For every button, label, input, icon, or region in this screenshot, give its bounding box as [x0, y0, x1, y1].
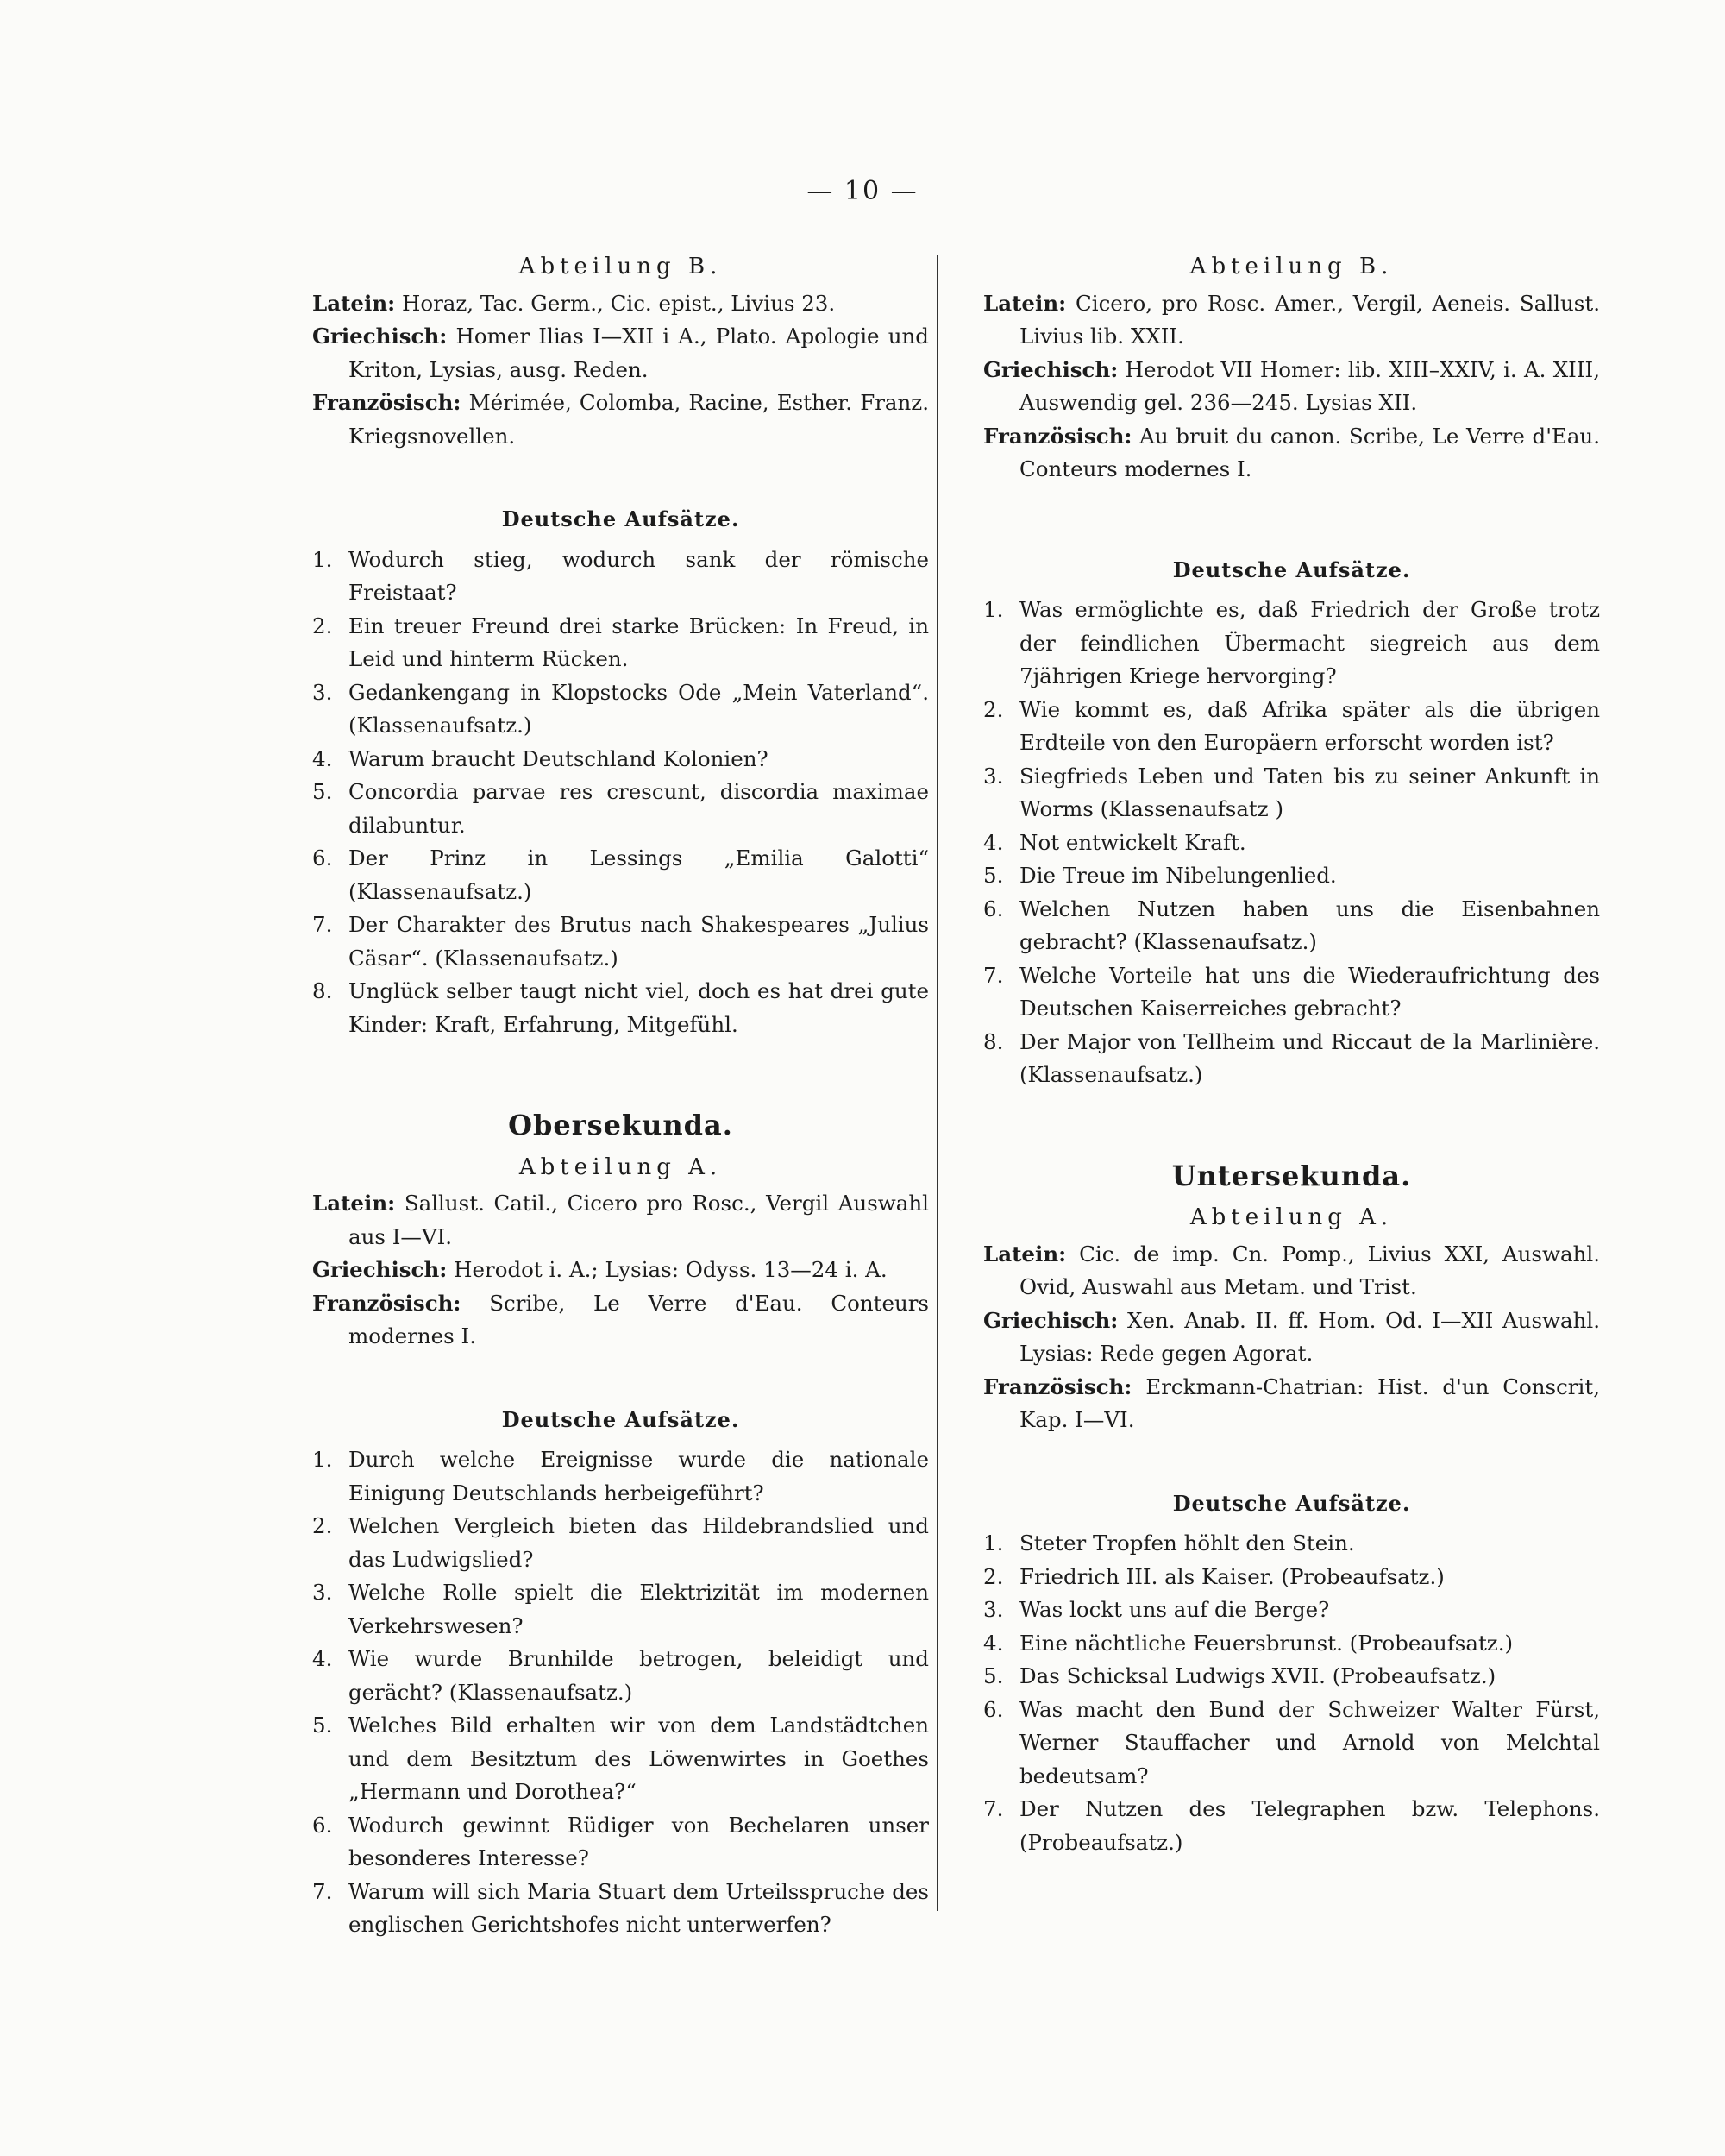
essay-number: 6. [983, 1696, 1004, 1722]
essay-text: Der Nutzen des Telegraphen bzw. Telephons. (Probeaufsatz.) [1019, 1796, 1600, 1855]
essay-list [983, 594, 1600, 1092]
essay-item [983, 827, 1600, 860]
reading-text: Scribe, Le Verre d'Eau. Conteurs modernes I. [348, 1290, 930, 1348]
essay-number: 2. [983, 1563, 1004, 1589]
essay-number: 1. [312, 546, 333, 572]
essay-item [983, 1793, 1600, 1859]
essay-number: 3. [312, 1580, 333, 1605]
essay-item [983, 594, 1600, 694]
essay-item [312, 776, 929, 842]
essay-text: Siegfrieds Leben und Taten bis zu seiner Ankunft in Worms (Klassenaufsatz ) [1019, 763, 1600, 821]
essay-item [312, 1643, 929, 1709]
subject-label: Griechisch: [312, 324, 448, 349]
essay-item [983, 1026, 1600, 1092]
essay-item [983, 694, 1600, 760]
essays-heading: Deutsche Aufsätze. [1172, 1490, 1411, 1516]
essay-item [312, 544, 929, 610]
reading-entry [983, 1371, 1600, 1437]
reading-text: Mérimée, Colomba, Racine, Esther. Franz. Kriegsnovellen. [348, 390, 929, 449]
reading-entry [983, 1304, 1600, 1371]
essay-text: Gedankengang in Klopstocks Ode „Mein Vaterland“. (Klassenaufsatz.) [348, 679, 929, 738]
essay-number: 3. [983, 763, 1004, 789]
essay-item [983, 893, 1600, 959]
reading-entry [312, 287, 929, 321]
page-number: — 10 — [806, 176, 919, 206]
essay-text: Die Treue im Nibelungenlied. [1019, 863, 1337, 888]
reading-list [312, 287, 929, 454]
reading-entry [312, 1287, 929, 1354]
section-heading: Abteilung A. [1189, 1204, 1394, 1230]
essay-number: 3. [312, 679, 333, 705]
essay-item [312, 1510, 929, 1576]
essay-text: Wie kommt es, daß Afrika später als die übrigen Erdteile von den Europäern erforscht worden ist? [1019, 696, 1600, 755]
class-heading-obersekunda: Obersekunda. [508, 1109, 733, 1141]
essay-item [312, 1443, 929, 1510]
reading-text: Horaz, Tac. Germ., Cic. epist., Livius 23. [401, 290, 836, 316]
reading-entry [312, 387, 929, 453]
essay-item [983, 1694, 1600, 1794]
essay-number: 4. [312, 745, 333, 771]
essays-heading: Deutsche Aufsätze. [501, 506, 740, 531]
essay-text: Wodurch stieg, wodurch sank der römische Freistaat? [348, 546, 929, 605]
essay-number: 1. [312, 1447, 333, 1472]
essay-text: Steter Tropfen höhlt den Stein. [1019, 1531, 1355, 1556]
essay-text: Friedrich III. als Kaiser. (Probeaufsatz.) [1019, 1563, 1445, 1589]
essay-number: 5. [983, 1663, 1004, 1688]
essay-text: Das Schicksal Ludwigs XVII. (Probeaufsatz.) [1019, 1663, 1496, 1688]
essay-number: 7. [312, 912, 333, 937]
essay-item [983, 1593, 1600, 1627]
subject-label: Griechisch: [983, 356, 1119, 382]
reading-text: Herodot VII Homer: lib. XIII–XXIV, i. A. XIII, Auswendig gel. 236—245. Lysias XII. [1019, 356, 1600, 415]
reading-list [312, 1187, 929, 1354]
essay-item [312, 743, 929, 776]
essay-number: 8. [312, 978, 333, 1003]
essay-text: Welche Vorteile hat uns die Wiederaufrichtung des Deutschen Kaiserreiches gebracht? [1019, 962, 1600, 1021]
reading-text: Au bruit du canon. Scribe, Le Verre d'Eau. Conteurs modernes I. [1019, 423, 1600, 481]
essay-item [983, 1627, 1600, 1661]
essay-list [312, 1443, 929, 1942]
reading-entry [983, 287, 1600, 354]
essay-text: Durch welche Ereignisse wurde die nationale Einigung Deutschlands herbeigeführt? [348, 1447, 929, 1505]
essay-item [312, 610, 929, 676]
essay-number: 6. [312, 845, 333, 871]
essay-item [312, 842, 929, 908]
essay-number: 4. [983, 829, 1004, 855]
reading-entry [983, 420, 1600, 487]
reading-entry [983, 1238, 1600, 1304]
essay-number: 6. [312, 1812, 333, 1838]
essay-text: Der Charakter des Brutus nach Shakespeares „Julius Cäsar“. (Klassenaufsatz.) [348, 912, 929, 971]
essay-number: 7. [983, 962, 1004, 988]
essay-text: Der Prinz in Lessings „Emilia Galotti“ (Klassenaufsatz.) [348, 845, 929, 904]
section-heading: Abteilung A. [518, 1153, 723, 1180]
essay-item [983, 859, 1600, 893]
essay-list [983, 1527, 1600, 1859]
essay-number: 2. [312, 613, 333, 638]
reading-list [983, 287, 1600, 487]
subject-label: Französisch: [983, 1373, 1132, 1399]
reading-text: Erckmann-Chatrian: Hist. d'un Conscrit, Kap. I—VI. [1019, 1373, 1600, 1432]
essay-text: Wie wurde Brunhilde betrogen, beleidigt und gerächt? (Klassenaufsatz.) [348, 1646, 929, 1705]
reading-entry [312, 1254, 929, 1287]
subject-label: Griechisch: [983, 1307, 1119, 1333]
essay-number: 1. [983, 597, 1004, 622]
reading-text: Xen. Anab. II. ff. Hom. Od. I—XII Auswahl. Lysias: Rede gegen Agorat. [1019, 1307, 1600, 1366]
subject-label: Latein: [983, 290, 1067, 316]
essay-item [983, 1660, 1600, 1694]
essay-item [983, 1561, 1600, 1594]
essay-text: Not entwickelt Kraft. [1019, 829, 1246, 855]
essay-number: 7. [983, 1796, 1004, 1821]
essay-number: 5. [312, 1713, 333, 1738]
essay-item [983, 760, 1600, 827]
essay-number: 5. [312, 779, 333, 804]
essay-number: 4. [312, 1646, 333, 1671]
subject-label: Latein: [983, 1241, 1067, 1267]
subject-label: Französisch: [312, 1290, 461, 1316]
essay-number: 7. [312, 1878, 333, 1904]
column-divider [937, 255, 938, 1911]
reading-entry [983, 354, 1600, 420]
essay-item [312, 1709, 929, 1809]
section-heading: Abteilung B. [1189, 254, 1394, 280]
subject-label: Griechisch: [312, 1257, 448, 1282]
essay-text: Warum braucht Deutschland Kolonien? [348, 745, 768, 771]
essay-text: Was lockt uns auf die Berge? [1019, 1597, 1330, 1622]
reading-entry [312, 1187, 929, 1254]
essays-heading: Deutsche Aufsätze. [501, 1406, 740, 1432]
essay-item [312, 1576, 929, 1643]
essay-number: 4. [983, 1630, 1004, 1656]
essay-text: Was macht den Bund der Schweizer Walter Fürst, Werner Stauffacher und Arnold von Melchtal bedeutsam? [1019, 1696, 1600, 1788]
essay-item [983, 959, 1600, 1026]
essay-text: Eine nächtliche Feuersbrunst. (Probeaufsatz.) [1019, 1630, 1514, 1656]
essay-item [312, 975, 929, 1041]
essay-number: 3. [983, 1597, 1004, 1622]
essay-text: Concordia parvae res crescunt, discordia maximae dilabuntur. [348, 779, 929, 838]
reading-text: Herodot i. A.; Lysias: Odyss. 13—24 i. A. [454, 1257, 888, 1282]
left-column [312, 250, 929, 1942]
class-heading-untersekunda: Untersekunda. [1171, 1159, 1412, 1192]
essay-item [312, 1876, 929, 1942]
reading-entry [312, 320, 929, 387]
essay-text: Welchen Vergleich bieten das Hildebrandslied und das Ludwigslied? [348, 1513, 929, 1572]
essay-number: 5. [983, 863, 1004, 888]
subject-label: Französisch: [983, 423, 1132, 449]
essay-list [312, 544, 929, 1042]
essay-number: 8. [983, 1028, 1004, 1054]
reading-text: Homer Ilias I—XII i A., Plato. Apologie und Kriton, Lysias, ausg. Reden. [348, 324, 929, 382]
essay-text: Welchen Nutzen haben uns die Eisenbahnen gebracht? (Klassenaufsatz.) [1019, 896, 1600, 954]
essays-heading: Deutsche Aufsätze. [1172, 556, 1411, 582]
subject-label: Latein: [312, 290, 396, 316]
section-heading: Abteilung B. [518, 254, 723, 280]
essay-item [312, 908, 929, 975]
subject-label: Latein: [312, 1191, 396, 1216]
essay-number: 2. [983, 696, 1004, 722]
reading-list [983, 1238, 1600, 1437]
essay-text: Wodurch gewinnt Rüdiger von Bechelaren unser besonderes Interesse? [348, 1812, 929, 1870]
essay-number: 1. [983, 1531, 1004, 1556]
essay-number: 2. [312, 1513, 333, 1538]
right-column [983, 250, 1600, 1859]
essay-item [983, 1527, 1600, 1561]
essay-text: Welches Bild erhalten wir von dem Landstädtchen und dem Besitztum des Löwenwirtes in Goethes „Hermann und Dorothea?“ [348, 1713, 929, 1804]
essay-item [312, 1809, 929, 1876]
essay-item [312, 676, 929, 743]
essay-text: Was ermöglichte es, daß Friedrich der Große trotz der feindlichen Übermacht siegreich aus dem 7jährigen Kriege hervorging? [1019, 597, 1600, 688]
reading-text: Sallust. Catil., Cicero pro Rosc., Vergil Auswahl aus I—VI. [348, 1191, 929, 1249]
essay-text: Unglück selber taugt nicht viel, doch es hat drei gute Kinder: Kraft, Erfahrung, Mitgefühl. [348, 978, 929, 1037]
essay-text: Warum will sich Maria Stuart dem Urteilsspruche des englischen Gerichtshofes nicht unterwerfen? [348, 1878, 929, 1937]
essay-number: 6. [983, 896, 1004, 921]
essay-text: Der Major von Tellheim und Riccaut de la Marlinière. (Klassenaufsatz.) [1019, 1028, 1600, 1087]
reading-text: Cic. de imp. Cn. Pomp., Livius XXI, Auswahl. Ovid, Auswahl aus Metam. und Trist. [1019, 1241, 1600, 1299]
essay-text: Welche Rolle spielt die Elektrizität im modernen Verkehrswesen? [348, 1580, 929, 1638]
essay-text: Ein treuer Freund drei starke Brücken: In Freud, in Leid und hinterm Rücken. [348, 613, 929, 671]
reading-text: Cicero, pro Rosc. Amer., Vergil, Aeneis. Sallust. Livius lib. XXII. [1019, 290, 1600, 349]
subject-label: Französisch: [312, 390, 461, 415]
